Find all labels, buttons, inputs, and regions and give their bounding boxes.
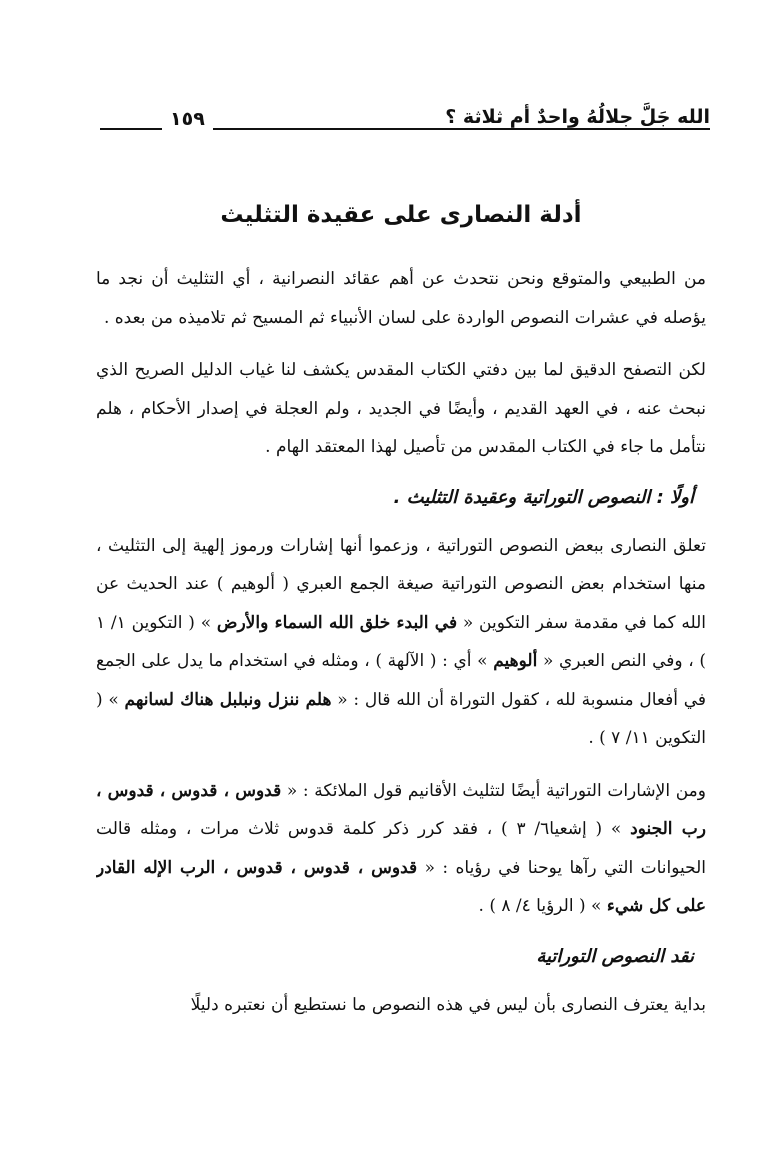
quote-genesis-11-7: هلم ننزل ونبلبل هناك لسانهم <box>124 689 332 710</box>
running-header <box>100 104 710 144</box>
paragraph-intro: من الطبيعي والمتوقع ونحن نتحدث عن أهم عقائد النصرانية ، أي التثليث أن نجد ما يؤصله في عشرات النصوص الواردة على لسان الأنبياء ثم المسيح ثم تلاميذه من بعده . <box>96 269 706 328</box>
text-run: ومن الإشارات التوراتية أيضًا لتثليث الأقانيم قول الملائكة : « <box>281 780 706 801</box>
text-run: تعلق النصارى ببعض النصوص التوراتية ، وزعموا أنها إشارات ورموز إلهية إلى التثليث ، منها استخدام بعض النصوص التوراتية صيغة الجمع العبري ( ألوهيم ) عند الحديث عن الله كما في مقدمة سفر التكوين « <box>96 535 706 633</box>
paragraph-critique-start: بداية يعترف النصارى بأن ليس في هذه النصوص ما نستطيع أن نعتبره دليلًا <box>190 994 706 1015</box>
text-run: » ( التكوين ١/ ١ ) ، وفي النص العبري « <box>96 612 706 671</box>
text-run: » ( التكوين ١١/ ٧ ) . <box>96 689 706 748</box>
section-heading-torah: أولًا : النصوص التوراتية وعقيدة التثليث . <box>393 486 694 508</box>
chapter-title: أدلة النصارى على عقيدة التثليث <box>220 202 582 228</box>
running-title: الله جَلَّ جلالُهُ واحدٌ أم ثلاثة ؟ <box>435 106 710 128</box>
paragraph-absence: لكن التصفح الدقيق لما بين دفتي الكتاب المقدس يكشف لنا غياب الدليل الصريح الذي نبحث عنه ، في العهد القديم ، وأيضًا في الجديد ، ولم العجلة في إصدار الأحكام ، هلم نتأمل ما جاء في الكتاب المقدس من تأصيل لهذا المعتقد الهام . <box>96 360 706 457</box>
text-run: » أي : ( الآلهة ) ، ومثله في استخدام ما يدل على الجمع في أفعال منسوبة لله ، كقول التوراة أن الله قال : « <box>96 651 706 710</box>
text-run: » ( الرؤيا ٤/ ٨ ) . <box>478 896 607 916</box>
text-run: » ( إشعيا٦/ ٣ ) ، فقد كرر ذكر كلمة قدوس ثلاث مرات ، ومثله قالت الحيوانات التي رآها يوحنا في رؤياه : « <box>96 819 706 878</box>
page-number: ١٥٩ <box>162 108 213 130</box>
quote-elohim: ألوهيم <box>493 651 538 671</box>
quote-revelation-4-8: قدوس ، قدوس ، قدوس ، الرب الإله القادر على كل شيء <box>96 857 706 916</box>
paragraph-holy-holy-holy <box>96 772 706 926</box>
page-body <box>96 190 706 1150</box>
quote-genesis-1-1: في البدء خلق الله السماء والأرض <box>216 612 458 633</box>
quote-isaiah-6-3: قدوس ، قدوس ، قدوس ، رب الجنود <box>96 780 706 839</box>
paragraph-plural-forms <box>96 527 706 758</box>
section-heading-critique: نقد النصوص التوراتية <box>536 945 694 967</box>
